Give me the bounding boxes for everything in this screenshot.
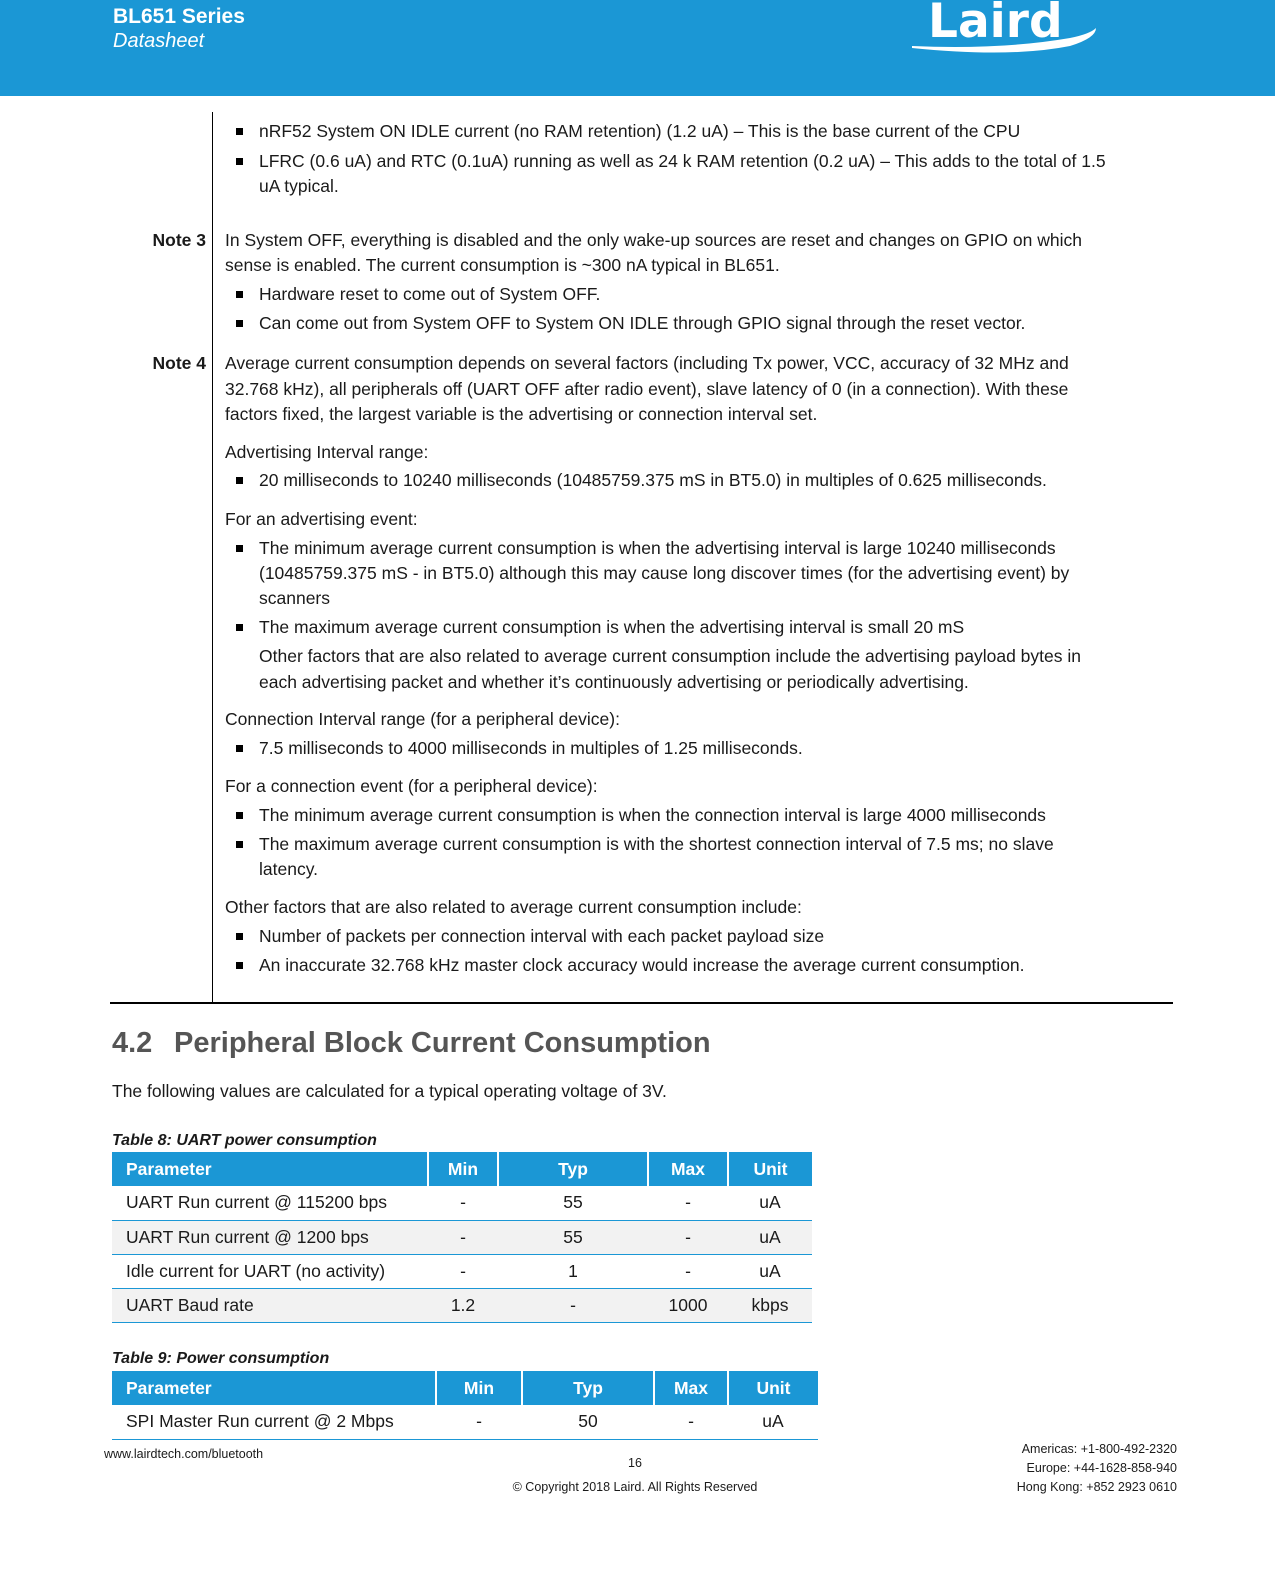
list-item: 7.5 milliseconds to 4000 milliseconds in multiples of 1.25 milliseconds.	[259, 738, 803, 758]
logo-text: Laird	[928, 0, 1063, 49]
bullet-icon	[236, 477, 243, 484]
table-row	[112, 1288, 812, 1322]
bullet-icon	[236, 545, 243, 552]
adv-range-heading: Advertising Interval range:	[225, 442, 429, 462]
footer-contacts	[1017, 1440, 1177, 1497]
list-item: Number of packets per connection interval with each packet payload size	[259, 926, 825, 946]
col-header-unit: Unit	[728, 1152, 812, 1186]
col-header-min: Min	[428, 1152, 498, 1186]
bullet-icon	[236, 812, 243, 819]
cell-parameter: UART Run current @ 115200 bps	[112, 1186, 428, 1220]
bullet-icon	[236, 624, 243, 631]
contact-europe: Europe: +44-1628-858-940	[1026, 1461, 1177, 1475]
laird-logo	[910, 0, 1110, 58]
power-consumption-table	[112, 1371, 818, 1440]
notes-column-divider	[212, 112, 213, 1002]
note-4-text: 32.768 kHz), all peripherals off (UART OFF after radio event), slave latency of 0 (in a connection). With these	[225, 379, 1069, 399]
col-header-parameter: Parameter	[112, 1371, 436, 1405]
list-item-continuation: Other factors that are also related to average current consumption include the advertising payload bytes in	[259, 646, 1081, 666]
list-item: LFRC (0.6 uA) and RTC (0.1uA) running as well as 24 k RAM retention (0.2 uA) – This adds to the total of 1.5	[259, 151, 1106, 171]
list-item-continuation: each advertising packet and whether it’s continuously advertising or periodically advertising.	[259, 672, 969, 692]
cell-parameter: SPI Master Run current @ 2 Mbps	[112, 1405, 436, 1439]
cell-typ: 55	[498, 1186, 648, 1220]
note-3-label: Note 3	[152, 230, 206, 250]
contact-americas: Americas: +1-800-492-2320	[1021, 1442, 1177, 1456]
cell-min: -	[428, 1254, 498, 1288]
col-header-typ: Typ	[522, 1371, 654, 1405]
col-header-max: Max	[648, 1152, 728, 1186]
series-title: BL651 Series	[113, 5, 245, 28]
footer-website-link[interactable]: www.lairdtech.com/bluetooth	[104, 1447, 264, 1461]
section-title: Peripheral Block Current Consumption	[174, 1027, 711, 1059]
table-row	[112, 1405, 818, 1439]
page-header	[0, 0, 1275, 96]
table-header-row	[112, 1152, 812, 1186]
logo-swoosh-icon	[910, 24, 1110, 54]
note-3-text: sense is enabled. The current consumption is ~300 nA typical in BL651.	[225, 255, 780, 275]
section-heading	[112, 1027, 711, 1060]
bullet-icon	[236, 128, 243, 135]
list-item: An inaccurate 32.768 kHz master clock accuracy would increase the average current consumption.	[259, 955, 1025, 975]
conn-event-heading: For a connection event (for a peripheral device):	[225, 776, 598, 796]
bullet-icon	[236, 320, 243, 327]
cell-min: -	[428, 1220, 498, 1254]
list-item: The minimum average current consumption is when the connection interval is large 4000 milliseconds	[259, 805, 1046, 825]
cell-max: -	[648, 1220, 728, 1254]
cell-unit: kbps	[728, 1288, 812, 1322]
bullet-icon	[236, 745, 243, 752]
list-item-continuation: uA typical.	[259, 176, 339, 196]
bullet-icon	[236, 933, 243, 940]
bullet-icon	[236, 291, 243, 298]
list-item-continuation: (10485759.375 mS - in BT5.0) although this may cause long discover times (for the advertising event) by	[259, 563, 1070, 583]
list-item-continuation: latency.	[259, 859, 319, 879]
cell-typ: 50	[522, 1405, 654, 1439]
page-number: 16	[628, 1456, 642, 1470]
table-9-caption: Table 9: Power consumption	[112, 1350, 330, 1367]
cell-parameter: UART Run current @ 1200 bps	[112, 1220, 428, 1254]
adv-event-heading: For an advertising event:	[225, 509, 418, 529]
list-item: The minimum average current consumption is when the advertising interval is large 10240 milliseconds	[259, 538, 1056, 558]
cell-max: -	[654, 1405, 728, 1439]
col-header-typ: Typ	[498, 1152, 648, 1186]
list-item: The maximum average current consumption is with the shortest connection interval of 7.5 ms; no slave	[259, 834, 1054, 854]
cell-min: -	[428, 1186, 498, 1220]
cell-parameter: Idle current for UART (no activity)	[112, 1254, 428, 1288]
uart-power-table	[112, 1152, 812, 1323]
cell-unit: uA	[728, 1254, 812, 1288]
list-item: The maximum average current consumption is when the advertising interval is small 20 mS	[259, 617, 965, 637]
list-item: Can come out from System OFF to System ON IDLE through GPIO signal through the reset vector.	[259, 313, 1026, 333]
table-header-row	[112, 1371, 818, 1405]
footer-copyright: © Copyright 2018 Laird. All Rights Reserved	[512, 1480, 758, 1494]
notes-table-bottom-rule	[110, 1002, 1173, 1004]
cell-max: -	[648, 1186, 728, 1220]
cell-unit: uA	[728, 1220, 812, 1254]
bullet-icon	[236, 841, 243, 848]
cell-typ: 1	[498, 1254, 648, 1288]
col-header-parameter: Parameter	[112, 1152, 428, 1186]
note-4-label: Note 4	[152, 353, 206, 373]
col-header-min: Min	[436, 1371, 522, 1405]
table-row	[112, 1186, 812, 1220]
bullet-icon	[236, 962, 243, 969]
cell-min: 1.2	[428, 1288, 498, 1322]
note-3-text: In System OFF, everything is disabled and the only wake-up sources are reset and changes on GPIO on which	[225, 230, 1082, 250]
list-item: 20 milliseconds to 10240 milliseconds (10485759.375 mS in BT5.0) in multiples of 0.625 milliseconds.	[259, 470, 1047, 490]
section-number: 4.2	[112, 1027, 153, 1059]
bullet-icon	[236, 158, 243, 165]
cell-unit: uA	[728, 1405, 818, 1439]
list-item: nRF52 System ON IDLE current (no RAM retention) (1.2 uA) – This is the base current of the CPU	[259, 121, 1021, 141]
cell-unit: uA	[728, 1186, 812, 1220]
document-type: Datasheet	[113, 30, 205, 52]
col-header-unit: Unit	[728, 1371, 818, 1405]
note-4-text: factors fixed, the largest variable is the advertising or connection interval set.	[225, 404, 818, 424]
cell-parameter: UART Baud rate	[112, 1288, 428, 1322]
cell-typ: -	[498, 1288, 648, 1322]
cell-max: 1000	[648, 1288, 728, 1322]
cell-typ: 55	[498, 1220, 648, 1254]
table-8-caption: Table 8: UART power consumption	[112, 1132, 377, 1149]
table-row	[112, 1220, 812, 1254]
note-4-text: Average current consumption depends on several factors (including Tx power, VCC, accuracy of 32 MHz and	[225, 353, 1069, 373]
cell-max: -	[648, 1254, 728, 1288]
section-intro: The following values are calculated for a typical operating voltage of 3V.	[112, 1081, 667, 1101]
cell-min: -	[436, 1405, 522, 1439]
other-factors-heading: Other factors that are also related to average current consumption include:	[225, 897, 802, 917]
contact-hongkong: Hong Kong: +852 2923 0610	[1016, 1480, 1177, 1494]
table-row	[112, 1254, 812, 1288]
col-header-max: Max	[654, 1371, 728, 1405]
list-item-continuation: scanners	[259, 588, 331, 608]
list-item: Hardware reset to come out of System OFF.	[259, 284, 601, 304]
conn-range-heading: Connection Interval range (for a peripheral device):	[225, 709, 620, 729]
